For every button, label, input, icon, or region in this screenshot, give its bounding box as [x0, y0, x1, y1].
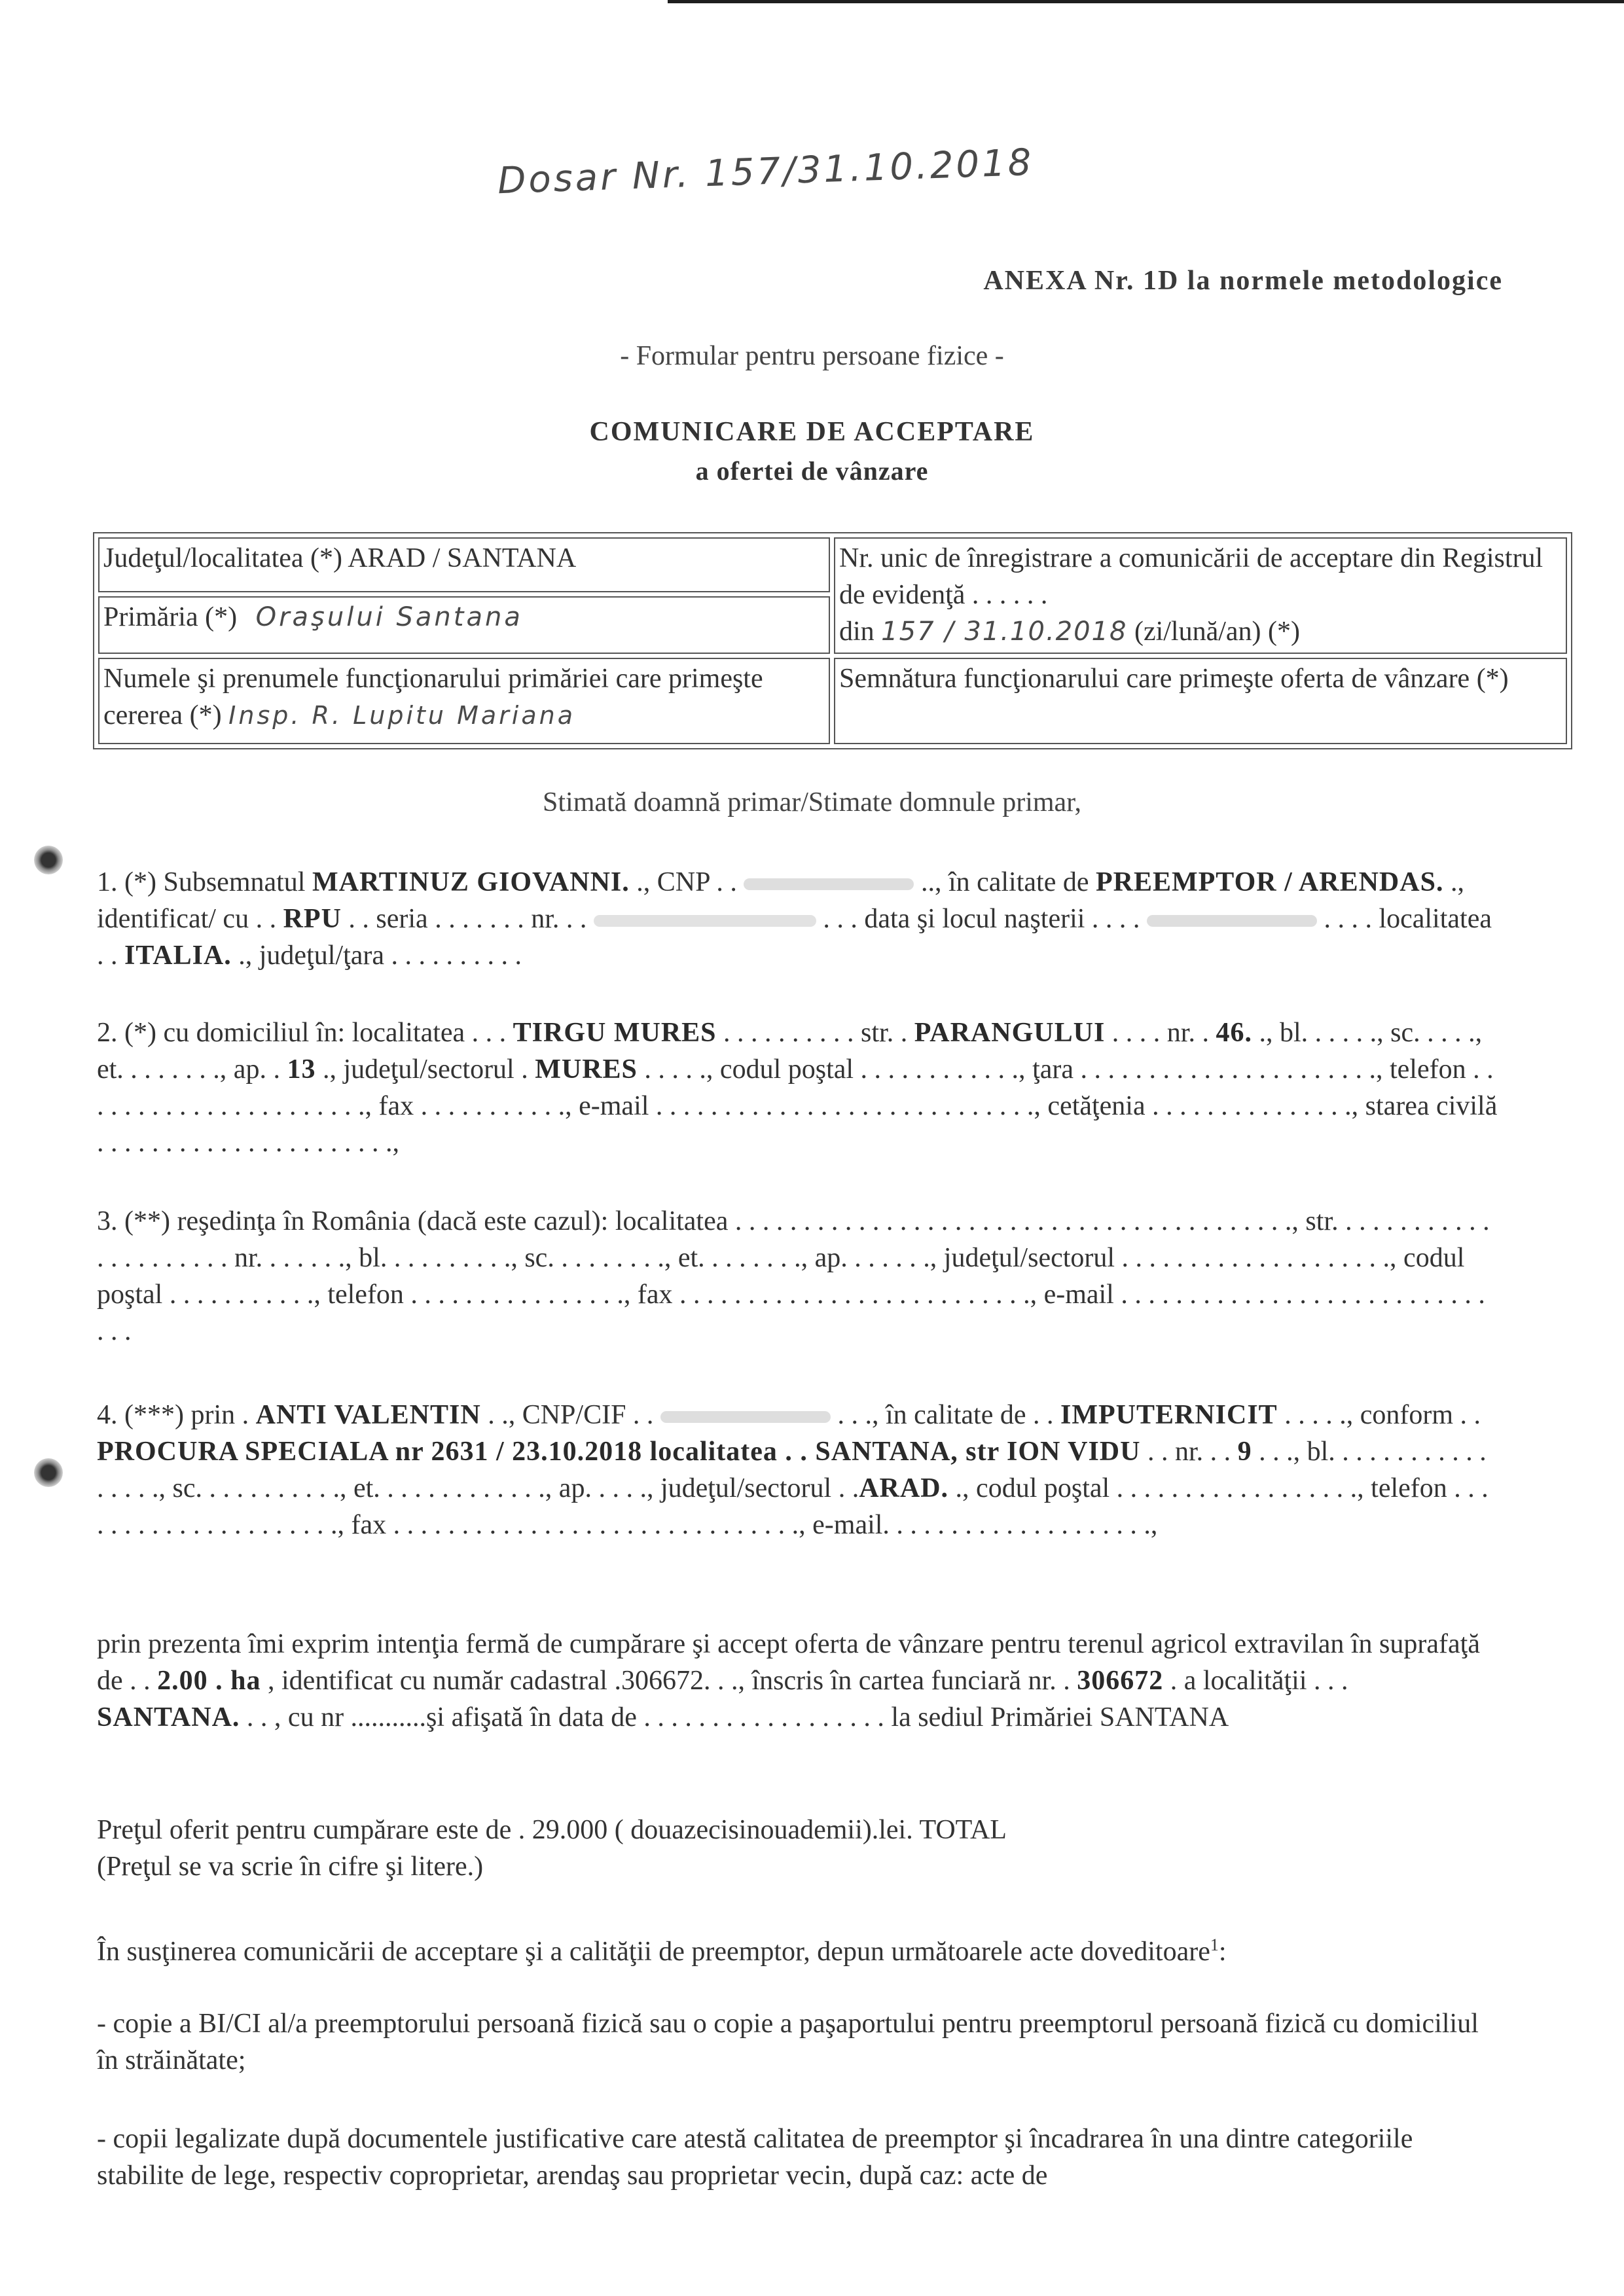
registration-date-handwritten: 157 / 31.10.2018: [881, 617, 1128, 647]
p4-text: . . ., bl. . . . . . . . . . . . . . . . ., sc. . . . . . . . . . ., et. . . . . . . . . . . . ., ap. . . . ., judeţul/sectorul: [97, 1437, 1487, 1503]
county-cell: [98, 537, 830, 592]
signature-label: Semnătura funcţionarului care primeşte oferta de vânzare (*): [839, 664, 1509, 694]
scan-top-edge: [668, 0, 1624, 3]
footnote-marker: 1: [1210, 1935, 1219, 1954]
domicile-apartment: 13: [287, 1054, 316, 1085]
supporting-doc-item-1: - copie a BI/CI al/a preemptorului persoană fizică sau o copie a paşaportului pentru preemptorul persoană fizică cu domiciliul în străinătate;: [97, 2009, 1479, 2075]
p1-text: ., judeţul/ţara . . . . . . . . . .: [238, 941, 522, 971]
representative-name: ANTI VALENTIN: [255, 1400, 481, 1430]
p1-text: . . . data: [823, 904, 911, 934]
p4-text: . . nr. . .: [1147, 1437, 1231, 1467]
section-offer-acceptance: [97, 1626, 1498, 1736]
form-title: COMUNICARE DE ACCEPTARE: [589, 417, 1035, 447]
signature-cell: [834, 658, 1567, 744]
supporting-docs-colon: :: [1218, 1937, 1227, 1967]
clerk-label: Numele şi prenumele funcţionarului primăriei care primeşte cererea (*): [103, 664, 763, 731]
registration-cell: [834, 537, 1567, 654]
town-hall-cell: [98, 596, 830, 654]
p2-text: ., judeţul/sectorul .: [322, 1054, 528, 1085]
p1-text: . . . . localitatea . .: [97, 904, 1492, 971]
p5-text: . . , cu nr ...........şi afişată în data de . . . . . . . . . . . . . . . . . . la sediul Primăriei SANTANA: [246, 1702, 1229, 1732]
form-title-sub: a ofertei de vânzare: [695, 456, 929, 486]
p1-text: ., CNP . .: [636, 867, 737, 897]
p3-text: str. . . . . . . . . . . . . . . . . . . . . . nr. . . . . . ., bl. . . . . . . . . ., sc. . . . . . . . ., et. . . . . . . ., ap. . . . . . ., judeţul/sectorul: [97, 1206, 1490, 1273]
p5-text: , identificat cu număr cadastral .306672. . ., înscris în cartea funciară nr. .: [268, 1666, 1070, 1696]
domicile-county: MURES: [535, 1054, 638, 1085]
registration-date-prefix: din: [839, 617, 875, 647]
redacted-cnp: [744, 878, 914, 890]
redacted-id-number: [594, 915, 816, 927]
p4-text: . . ., în calitate de . .: [837, 1400, 1054, 1430]
id-type: RPU: [283, 904, 342, 934]
p3-text: . . . . . . . ., e-mail . . . . . . . . . . . . . . . . . . . . . . . . . . . . . .: [97, 1280, 1485, 1346]
p2-text: 2. (*) cu domiciliul în: localitatea . . .: [97, 1018, 507, 1048]
representative-county: ARAD.: [859, 1473, 949, 1503]
p4-text: . .: [838, 1473, 859, 1503]
p4-text: . ., CNP/CIF . .: [488, 1400, 654, 1430]
supporting-docs-intro: [97, 1927, 1498, 1970]
applicant-quality: PREEMPTOR / ARENDAS.: [1096, 867, 1444, 897]
clerk-cell: [98, 658, 830, 744]
birth-place: ITALIA.: [124, 941, 232, 971]
registration-label: Nr. unic de înregistrare a comunicării de acceptare din Registrul de evidenţă . . . . . .: [839, 543, 1543, 610]
greeting: Stimată doamnă primar/Stimate domnule primar,: [543, 787, 1081, 817]
applicant-name: MARTINUZ GIOVANNI.: [312, 867, 630, 897]
registry-table: [93, 532, 1572, 749]
price-section: [97, 1812, 1498, 1885]
p4-text: 4. (***) prin .: [97, 1400, 249, 1430]
town-hall-handwritten: Oraşului Santana: [255, 601, 523, 632]
p2-text: . . . . nr. .: [1111, 1018, 1209, 1048]
land-locality: SANTANA.: [97, 1702, 240, 1732]
land-registry-number: 306672: [1077, 1666, 1164, 1696]
redacted-birth-date: [1147, 915, 1317, 927]
registration-date-suffix: (zi/lună/an) (*): [1134, 617, 1300, 647]
p1-text: şi locul naşterii . . . .: [916, 904, 1140, 934]
dossier-number-handwritten: Dosar Nr. 157/31.10.2018: [497, 141, 1035, 203]
domicile-number: 46.: [1216, 1018, 1252, 1048]
p1-text: ., identificat/ cu . .: [97, 867, 1464, 934]
offered-price: Preţul oferit pentru cumpărare este de . 29.000 ( douazecisinouademii).lei. TOTAL: [97, 1815, 1007, 1845]
supporting-docs-text: În susţinerea comunicării de acceptare şi a calităţii de preemptor, depun următoarele acte doveditoare: [97, 1937, 1210, 1967]
p3-text: . . . . . . . . . . . . . . . . . . . ., codul poştal . . . . . . . . . . ., telefon . . . . . . . . . . . . . . . ., fax . . . . . . . . . . . . . . . . . .: [97, 1243, 1465, 1310]
county-value: ARAD / SANTANA: [348, 543, 577, 573]
p1-text: 1. (*) Subsemnatul: [97, 867, 306, 897]
section-3-residence: [97, 1203, 1498, 1350]
punch-hole: [34, 846, 63, 874]
p2-text: . . . . ., codul poştal . . . . . . . . . . . .,: [644, 1054, 1026, 1085]
redacted-representative-cnp: [660, 1411, 831, 1423]
land-area: 2.00 . ha: [157, 1666, 261, 1696]
supporting-doc-item-2: - copii legalizate după documentele justificative care atestă calitatea de preemptor şi încadrarea în una dintre categoriile stabilite de lege, respectiv coproprietar, arendaş sau proprietar vecin, după caz: acte de: [97, 2124, 1413, 2191]
domicile-city: TIRGU MURES: [513, 1018, 717, 1048]
town-hall-label: Primăria (*): [103, 601, 238, 632]
punch-hole: [34, 1458, 63, 1487]
section-1-applicant: [97, 864, 1498, 974]
p1-text: . . seria . . . . . . . nr. . .: [348, 904, 587, 934]
p4-text: ., codul poştal . . . . . . . . . . . . . . . . . ., telefon . . . . . . . . . . . . . . . . . . . . ., fax . . . . . . . . . . . . . . .: [97, 1473, 1489, 1540]
p4-text: . . . . ., conform . .: [1284, 1400, 1481, 1430]
representative-quality: IMPUTERNICIT: [1060, 1400, 1278, 1430]
domicile-street: PARANGULUI: [914, 1018, 1106, 1048]
p2-text: . . . . . . . . . . str. .: [723, 1018, 908, 1048]
representative-number: 9: [1237, 1437, 1252, 1467]
p2-text: . . . . . . . . . . . . . . . . ., cetăţenia . . . . . . . . . . . . . . ., starea civilă . . . . . . . . . . . . . . . . . . . . . .,: [97, 1091, 1498, 1158]
annex-reference: ANEXA Nr. 1D la normele metodologice: [983, 266, 1503, 296]
section-4-representative: [97, 1397, 1498, 1543]
price-note: (Preţul se va scrie în cifre şi litere.): [97, 1852, 484, 1882]
p3-text: 3. (**) reşedinţa în România (dacă este cazul): localitatea . . . . . . . . . . . . . . . . . . . . . . . . . . . . . . . . . . . . . . . . .,: [97, 1206, 1299, 1236]
proxy-reference: PROCURA SPECIALA nr 2631 / 23.10.2018 localitatea . . SANTANA, str ION VIDU: [97, 1437, 1141, 1467]
section-2-domicile: [97, 1014, 1498, 1161]
p1-text: .., în calitate de: [920, 867, 1089, 897]
county-label: Judeţul/localitatea (*): [103, 543, 343, 573]
p5-text: prin prezenta îmi exprim intenţia fermă de cumpărare şi accept oferta de vânzare pentru terenul agricol extravilan în suprafaţă de . .: [97, 1629, 1480, 1696]
p5-text: . a localităţii . . .: [1170, 1666, 1348, 1696]
clerk-name-handwritten: Insp. R. Lupitu Mariana: [228, 701, 575, 730]
p4-text: . . . . . . . . . . . . . . ., e-mail. . . . . . . . . . . . . . . . . . . .,: [599, 1510, 1158, 1540]
p2-text: ţara . . . . . . . . . . . . . . . . . . . . . ., telefon . . . . . . . . . . . . . . . . . . . . . ., fax . . . . . . . . . . ., e-mail . . . . . . . . . . .: [97, 1054, 1494, 1121]
form-subtitle: - Formular pentru persoane fizice -: [620, 341, 1004, 371]
p2-text: ., bl. . . . . ., sc. . . . ., et. . . . . . . ., ap. .: [97, 1018, 1483, 1085]
